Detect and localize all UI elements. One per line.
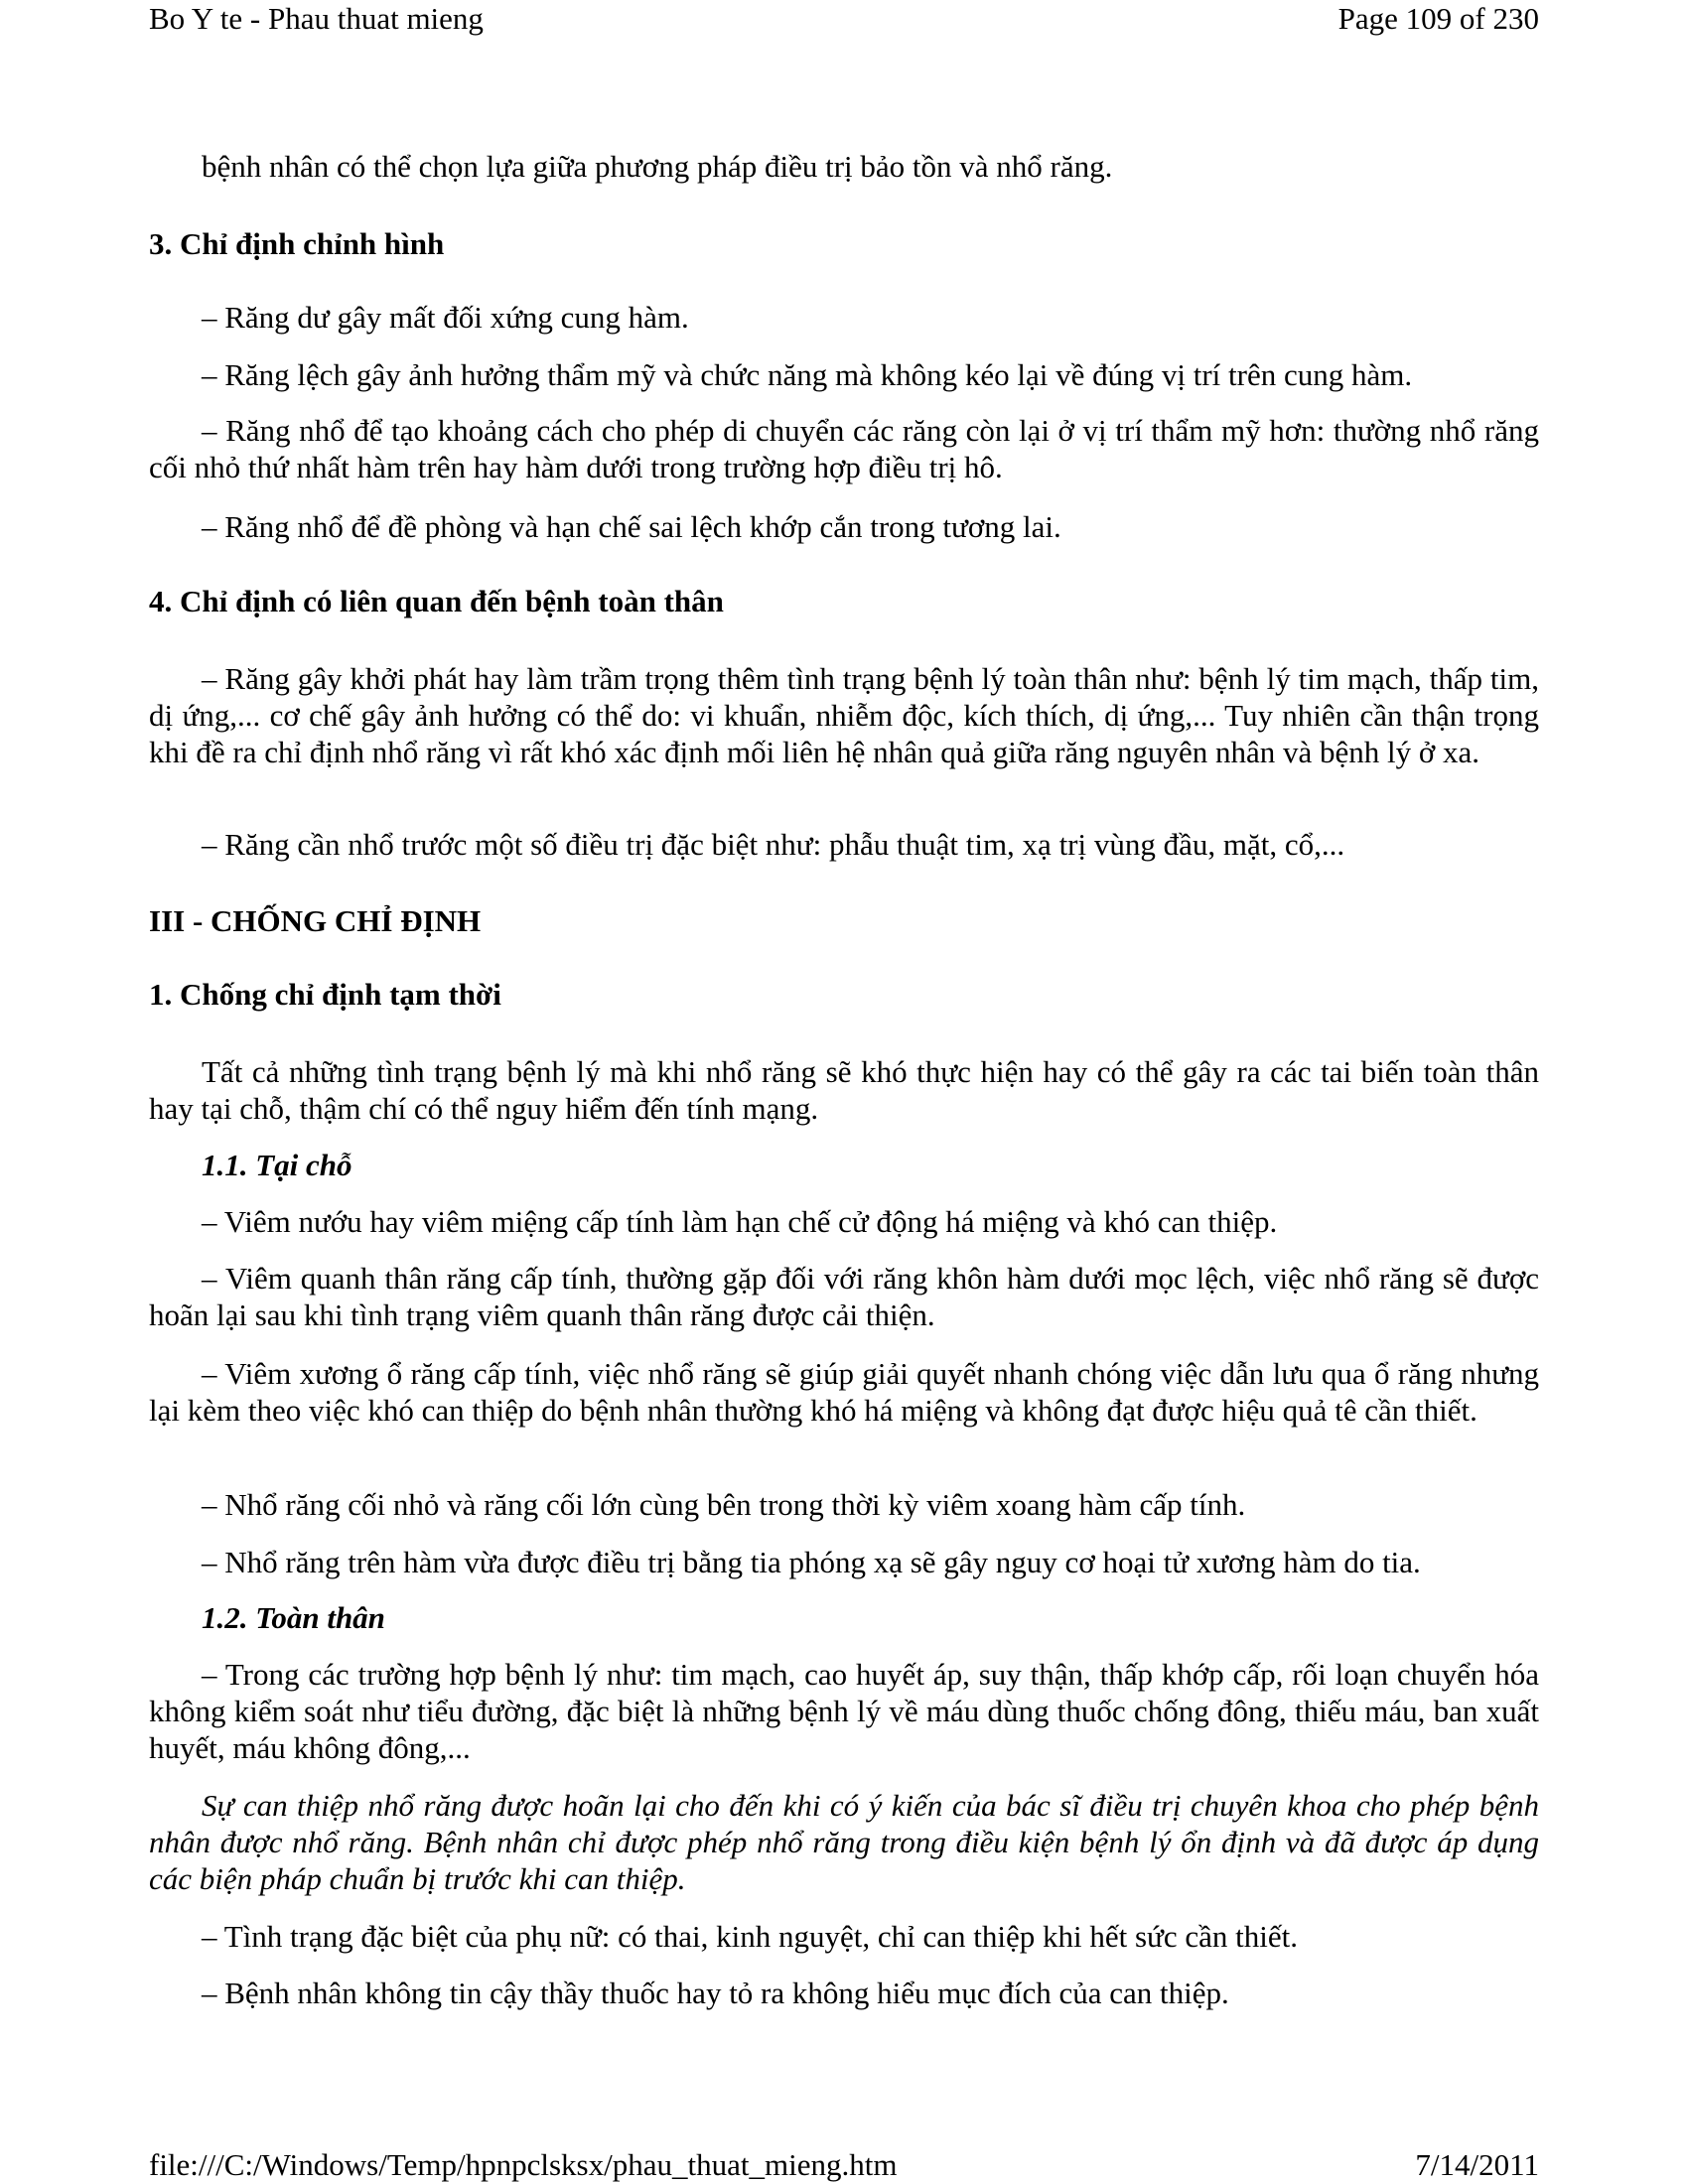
list-item: – Răng cần nhổ trước một số điều trị đặc biệt như: phẫu thuật tim, xạ trị vùng đầu, mặt, cổ,... (202, 827, 1345, 862)
list-item: – Răng nhổ để tạo khoảng cách cho phép di chuyển các răng còn lại ở vị trí thẩm mỹ hơn: thường nhổ răng cối nhỏ thứ nhất hàm trên hay hàm dưới trong trường hợp điều trị hô. (149, 413, 1539, 484)
list-item: – Nhổ răng trên hàm vừa được điều trị bằng tia phóng xạ sẽ gây nguy cơ hoại tử xương hàm do tia. (202, 1545, 1421, 1579)
list-item: – Bệnh nhân không tin cậy thầy thuốc hay tỏ ra không hiểu mục đích của can thiệp. (202, 1976, 1229, 2010)
list-item: – Nhổ răng cối nhỏ và răng cối lớn cùng bên trong thời kỳ viêm xoang hàm cấp tính. (202, 1487, 1246, 1522)
list-item: – Viêm quanh thân răng cấp tính, thường gặp đối với răng khôn hàm dưới mọc lệch, việc nhổ răng sẽ được hoãn lại sau khi tình trạng viêm quanh thân răng được cải thiện. (149, 1261, 1539, 1332)
list-item: – Viêm xương ổ răng cấp tính, việc nhổ răng sẽ giúp giải quyết nhanh chóng việc dẫn lưu qua ổ răng nhưng lại kèm theo việc khó can thiệp do bệnh nhân thường khó há miệng và không đạt được hiệu quả tê cần thiết. (149, 1356, 1539, 1428)
list-item: – Tình trạng đặc biệt của phụ nữ: có thai, kinh nguyệt, chỉ can thiệp khi hết sức cần thiết. (202, 1919, 1298, 1954)
list-item: – Răng dư gây mất đối xứng cung hàm. (202, 300, 689, 335)
section-heading-1: 1. Chống chỉ định tạm thời (149, 977, 501, 1012)
page-header-number: Page 109 of 230 (1337, 1, 1539, 36)
list-item: – Răng nhổ để đề phòng và hạn chế sai lệch khớp cắn trong tương lai. (202, 509, 1061, 544)
paragraph: Tất cả những tình trạng bệnh lý mà khi nhổ răng sẽ khó thực hiện hay có thể gây ra các tai biến toàn thân hay tại chỗ, thậm chí có thể nguy hiểm đến tính mạng. (149, 1054, 1539, 1126)
subsection-heading-1-1: 1.1. Tại chỗ (202, 1148, 352, 1182)
page-header-title: Bo Y te - Phau thuat mieng (149, 1, 484, 36)
paragraph: bệnh nhân có thể chọn lựa giữa phương pháp điều trị bảo tồn và nhổ răng. (202, 149, 1113, 184)
list-item: – Răng gây khởi phát hay làm trầm trọng thêm tình trạng bệnh lý toàn thân như: bệnh lý tim mạch, thấp tim, dị ứng,... cơ chế gây ảnh hưởng có thể do: vi khuẩn, nhiễm độc, kích thích, dị ứng,... Tuy nhiên cần thận trọng khi đề ra chỉ định nhổ răng vì rất khó xác định mối liên hệ nhân quả giữa răng nguyên nhân và bệnh lý ở xa. (149, 661, 1539, 769)
section-heading-4: 4. Chỉ định có liên quan đến bệnh toàn thân (149, 584, 724, 618)
section-heading-3: 3. Chỉ định chỉnh hình (149, 226, 445, 261)
page-footer-path: file:///C:/Windows/Temp/hpnpclsksx/phau_thuat_mieng.htm (149, 2147, 898, 2182)
page-footer-date: 7/14/2011 (1415, 2147, 1539, 2182)
subsection-heading-1-2: 1.2. Toàn thân (202, 1600, 385, 1635)
list-item: – Trong các trường hợp bệnh lý như: tim mạch, cao huyết áp, suy thận, thấp khớp cấp, rối loạn chuyển hóa không kiểm soát như tiểu đường, đặc biệt là những bệnh lý về máu dùng thuốc chống đông, thiếu máu, ban xuất huyết, máu không đông,... (149, 1657, 1539, 1765)
list-item: – Viêm nướu hay viêm miệng cấp tính làm hạn chế cử động há miệng và khó can thiệp. (202, 1204, 1278, 1239)
list-item: – Răng lệch gây ảnh hưởng thẩm mỹ và chức năng mà không kéo lại về đúng vị trí trên cung hàm. (202, 357, 1413, 392)
paragraph-italic: Sự can thiệp nhổ răng được hoãn lại cho đến khi có ý kiến của bác sĩ điều trị chuyên khoa cho phép bệnh nhân được nhổ răng. Bệnh nhân chỉ được phép nhổ răng trong điều kiện bệnh lý ổn định và đã được áp dụng các biện pháp chuẩn bị trước khi can thiệp. (149, 1788, 1539, 1896)
chapter-heading: III - CHỐNG CHỈ ĐỊNH (149, 903, 482, 938)
